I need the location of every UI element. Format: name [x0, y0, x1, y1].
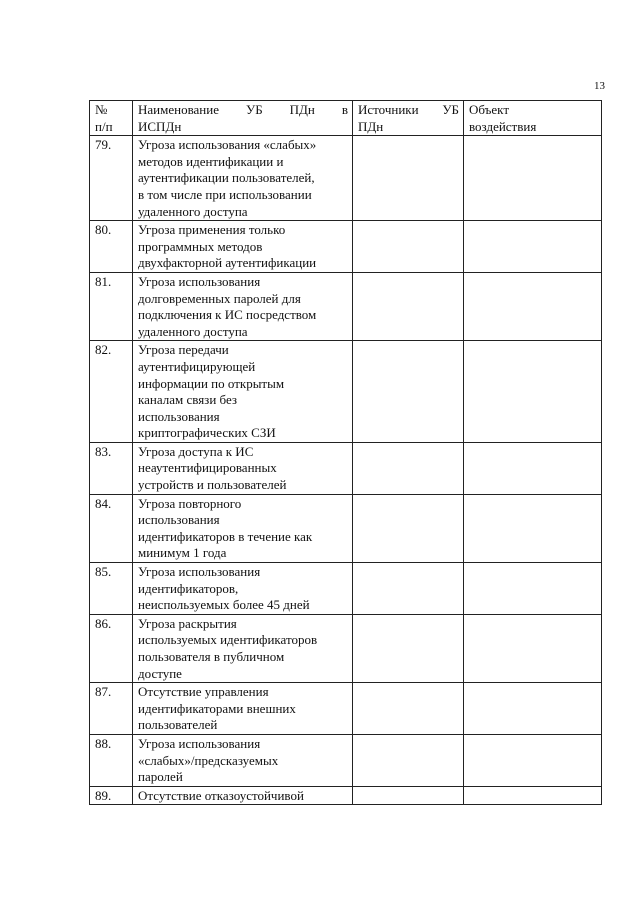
threat-name-line: методов идентификации и: [138, 153, 284, 169]
threat-name-line: подключения к ИС посредством: [138, 307, 317, 323]
table-row: [90, 442, 602, 494]
threat-name-line: пользователя в публичном: [138, 649, 285, 664]
row-number: 82.: [90, 341, 133, 443]
table-row: [90, 734, 602, 786]
threat-name-line: аутентификации пользователей,: [138, 170, 315, 186]
threat-sources-cell: [353, 683, 464, 735]
threat-sources-cell: [353, 563, 464, 615]
table-row: [90, 563, 602, 615]
threat-name-line: неаутентифицированных: [138, 460, 277, 476]
header-num: № п/п: [90, 101, 133, 136]
threat-name-line: минимум 1 года: [138, 545, 227, 561]
header-object: Объект воздействия: [464, 101, 602, 136]
threat-name-line: Угроза повторного: [138, 495, 242, 511]
impact-object-cell: [464, 786, 602, 805]
threat-name: [133, 786, 353, 805]
threat-name-line: Угроза использования: [138, 273, 261, 289]
threat-name-line: «слабых»/предсказуемых: [138, 752, 279, 768]
table-row: [90, 341, 602, 443]
threat-name-line: использования: [138, 408, 220, 424]
threat-name-line: идентификаторов,: [138, 580, 239, 596]
threat-name: [133, 563, 353, 615]
threat-name-line: долговременных паролей для: [138, 290, 301, 306]
impact-object-cell: [464, 442, 602, 494]
threat-name: [133, 683, 353, 735]
table-row: [90, 136, 602, 221]
threat-name-line: доступе: [138, 665, 182, 681]
threat-name-line: идентификаторов в течение как: [138, 528, 313, 544]
row-number: 80.: [90, 221, 133, 273]
row-number: 79.: [90, 136, 133, 221]
header-sources: Источники УБ ПДн: [353, 101, 464, 136]
threat-name-line: Угроза применения только: [138, 222, 286, 238]
impact-object-cell: [464, 683, 602, 735]
threat-name-line: используемых идентификаторов: [138, 632, 318, 648]
threat-name-line: Угроза использования: [138, 735, 261, 751]
table-header-row: [90, 101, 602, 136]
impact-object-cell: [464, 221, 602, 273]
threat-sources-cell: [353, 494, 464, 562]
threat-name-line: Угроза передачи: [138, 342, 229, 358]
threat-sources-cell: [353, 221, 464, 273]
row-number: 81.: [90, 272, 133, 340]
threat-name-line: Угроза доступа к ИС: [138, 443, 254, 459]
threat-name-line: аутентифицирующей: [138, 358, 256, 374]
impact-object-cell: [464, 563, 602, 615]
threat-name: [133, 341, 353, 443]
impact-object-cell: [464, 136, 602, 221]
threat-name-line: информации по открытым: [138, 375, 285, 391]
threat-name-line: идентификаторами внешних: [138, 700, 296, 716]
threat-name-line: Угроза использования «слабых»: [138, 137, 317, 153]
row-number: 84.: [90, 494, 133, 562]
row-number: 86.: [90, 614, 133, 682]
impact-object-cell: [464, 341, 602, 443]
threat-name: [133, 272, 353, 340]
threat-name-line: в том числе при использовании: [138, 186, 312, 202]
threat-sources-cell: [353, 734, 464, 786]
threat-name-line: устройств и пользователей: [138, 477, 287, 493]
threat-sources-cell: [353, 614, 464, 682]
threat-sources-cell: [353, 786, 464, 805]
row-number: 87.: [90, 683, 133, 735]
table-row: [90, 221, 602, 273]
row-number: 88.: [90, 734, 133, 786]
threat-name-line: двухфакторной аутентификации: [138, 255, 317, 271]
row-number: 85.: [90, 563, 133, 615]
impact-object-cell: [464, 614, 602, 682]
threat-name: [133, 136, 353, 221]
threat-name: [133, 221, 353, 273]
threat-sources-cell: [353, 341, 464, 443]
table-body: [90, 136, 602, 805]
threat-name-line: Угроза использования: [138, 564, 261, 580]
threat-name-line: криптографических СЗИ: [138, 425, 276, 441]
table-row: [90, 272, 602, 340]
threat-name: [133, 734, 353, 786]
threat-name: [133, 614, 353, 682]
threat-name-line: пользователей: [138, 717, 218, 733]
threat-name-line: Отсутствие отказоустойчивой: [138, 787, 304, 803]
threat-sources-cell: [353, 442, 464, 494]
table-row: [90, 786, 602, 805]
row-number: 83.: [90, 442, 133, 494]
threat-sources-cell: [353, 272, 464, 340]
threat-name-line: паролей: [138, 769, 183, 785]
impact-object-cell: [464, 272, 602, 340]
threat-name-line: Отсутствие управления: [138, 684, 269, 700]
threat-name-line: удаленного доступа: [138, 203, 248, 219]
impact-object-cell: [464, 734, 602, 786]
threat-name: [133, 494, 353, 562]
threat-name-line: программных методов: [138, 238, 263, 254]
impact-object-cell: [464, 494, 602, 562]
threat-name-line: Угроза раскрытия: [138, 615, 237, 631]
threat-name-line: удаленного доступа: [138, 323, 248, 339]
page-number: 13: [594, 80, 605, 92]
table-row: [90, 614, 602, 682]
threat-name: [133, 442, 353, 494]
threat-name-line: использования: [138, 512, 220, 528]
threat-name-line: неиспользуемых более 45 дней: [138, 597, 310, 613]
threats-table: [89, 100, 602, 805]
threat-name-line: каналам связи без: [138, 392, 238, 408]
table-row: [90, 494, 602, 562]
threat-sources-cell: [353, 136, 464, 221]
header-threat-name: Наименование УБ ПДн в ИСПДн: [133, 101, 353, 136]
row-number: 89.: [90, 786, 133, 805]
table-row: [90, 683, 602, 735]
